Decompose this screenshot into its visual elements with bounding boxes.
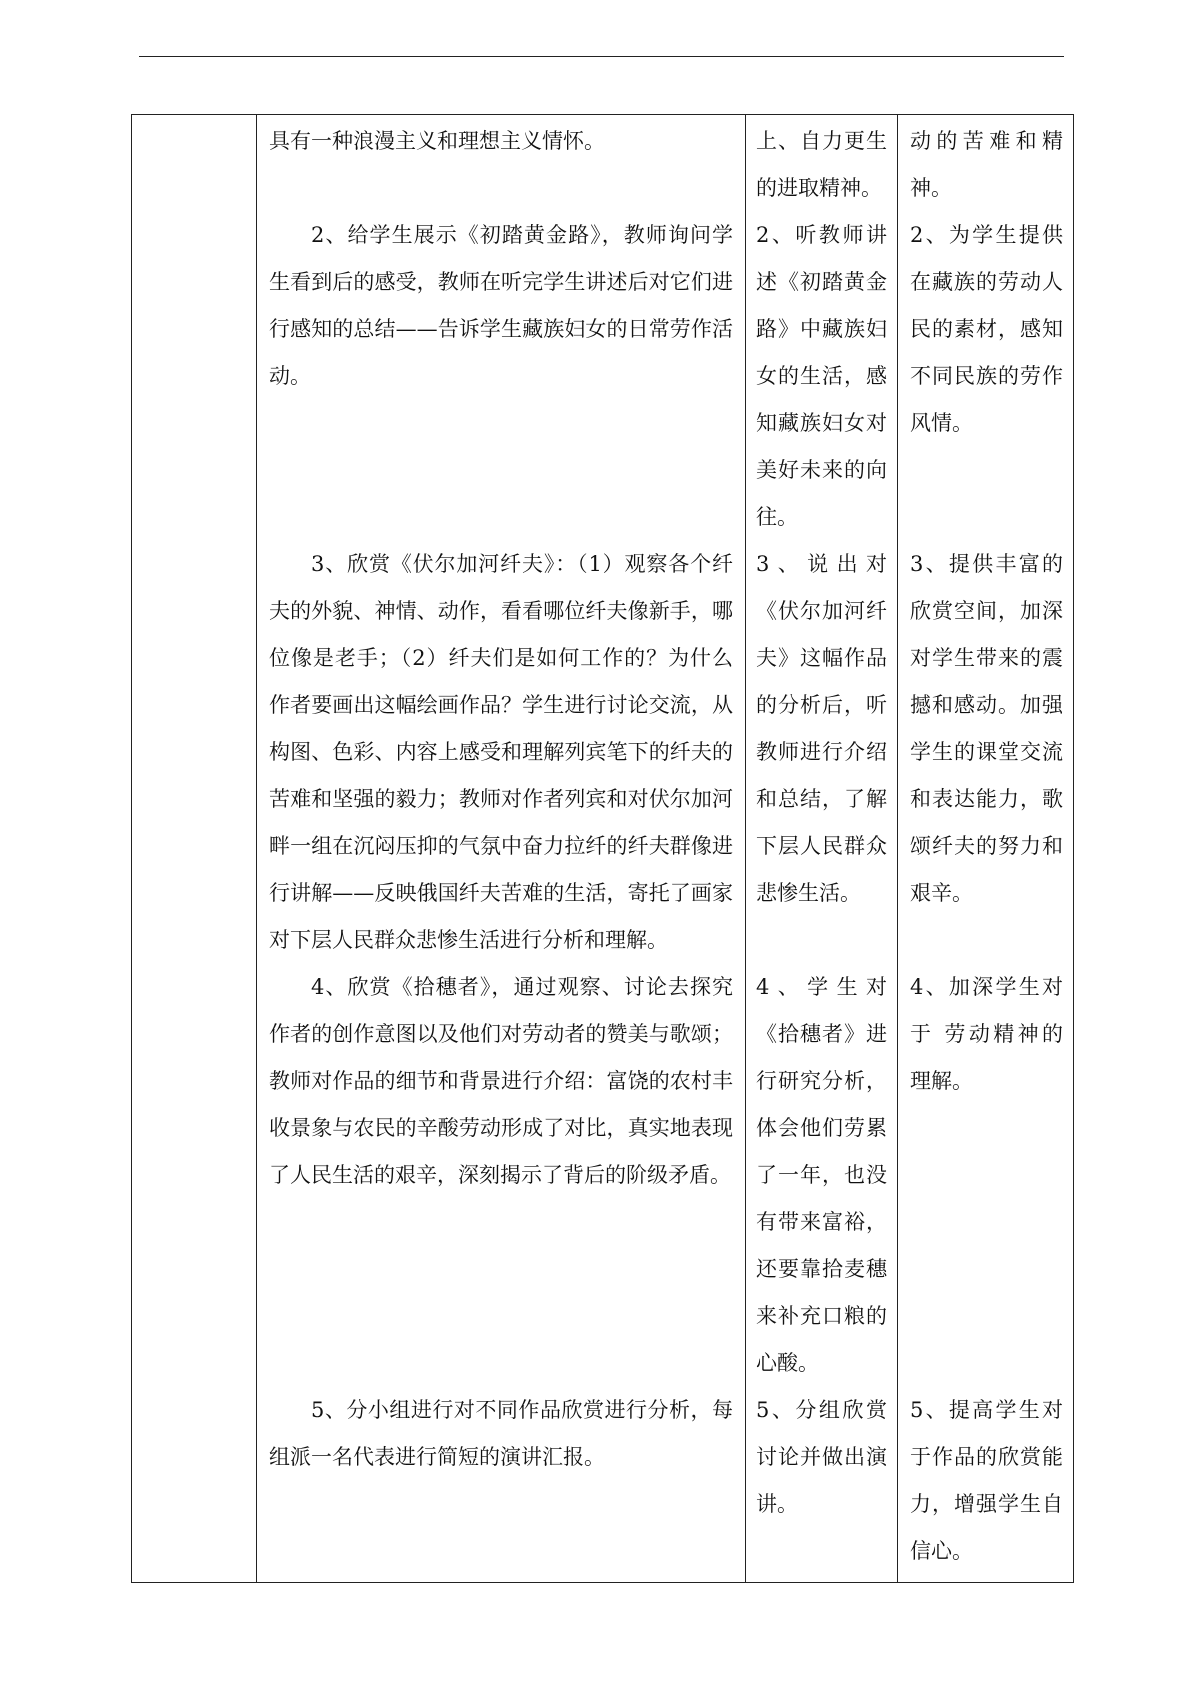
teacher-step-4: 4、欣赏《拾穗者》，通过观察、讨论去探究作者的创作意图以及他们对劳动者的赞美与歌颂；教师对作品的细节和背景进行介绍：富饶的农村丰收景象与农民的辛酸劳动形成了对比，真实地表现了人民生活的艰辛，深刻揭示了背后的阶级矛盾。 xyxy=(269,975,733,1187)
purpose-intro-line: 动的苦难和精神。 xyxy=(910,129,1063,200)
design-purpose-cell xyxy=(898,115,1074,1583)
teacher-step-2: 2、给学生展示《初踏黄金路》，教师询问学生看到后的感受，教师在听完学生讲述后对它们进行感知的总结——告诉学生藏族妇女的日常劳作活动。 xyxy=(269,223,733,388)
student-step-4: 4、学生对《拾穗者》进行研究分析，体会他们劳累了一年，也没有带来富裕，还要靠拾麦穗来补充口粮的心酸。 xyxy=(756,975,887,1375)
teacher-activity-cell xyxy=(257,115,746,1583)
teacher-step-3: 3、欣赏《伏尔加河纤夫》：（1）观察各个纤夫的外貌、神情、动作，看看哪位纤夫像新手，哪位像是老手；（2）纤夫们是如何工作的？为什么作者要画出这幅绘画作品？学生进行讨论交流，从构图、色彩、内容上感受和理解列宾笔下的纤夫的苦难和坚强的毅力；教师对作者列宾和对伏尔加河畔一组在沉闷压抑的气氛中奋力拉纤的纤夫群像进行讲解——反映俄国纤夫苦难的生活，寄托了画家对下层人民群众悲惨生活进行分析和理解。 xyxy=(269,552,733,952)
student-step-3: 3、说出对《伏尔加河纤夫》这幅作品的分析后，听教师进行介绍和总结，了解下层人民群众悲惨生活。 xyxy=(756,552,887,905)
student-step-5: 5、分组欣赏讨论并做出演讲。 xyxy=(756,1398,887,1516)
table-row xyxy=(132,115,1074,1583)
student-activity-cell xyxy=(746,115,898,1583)
purpose-step-5: 5、提高学生对于作品的欣赏能力，增强学生自信心。 xyxy=(910,1398,1063,1563)
student-intro-line: 上、自力更生的进取精神。 xyxy=(756,129,887,200)
teacher-intro-line: 具有一种浪漫主义和理想主义情怀。 xyxy=(269,129,605,153)
purpose-step-4: 4、加深学生对于 劳动精神的理解。 xyxy=(910,975,1063,1093)
teacher-step-5: 5、分小组进行对不同作品欣赏进行分析，每组派一名代表进行简短的演讲汇报。 xyxy=(269,1398,733,1469)
lesson-plan-table xyxy=(131,114,1074,1583)
stage-cell xyxy=(132,115,257,1583)
purpose-step-3: 3、提供丰富的欣赏空间，加深对学生带来的震撼和感动。加强学生的课堂交流和表达能力，歌颂纤夫的努力和艰辛。 xyxy=(910,552,1063,905)
header-rule xyxy=(139,56,1064,57)
purpose-step-2: 2、为学生提供在藏族的劳动人民的素材，感知不同民族的劳作风情。 xyxy=(910,223,1063,435)
student-step-2: 2、听教师讲述《初踏黄金路》中藏族妇女的生活，感知藏族妇女对美好未来的向往。 xyxy=(756,223,887,529)
